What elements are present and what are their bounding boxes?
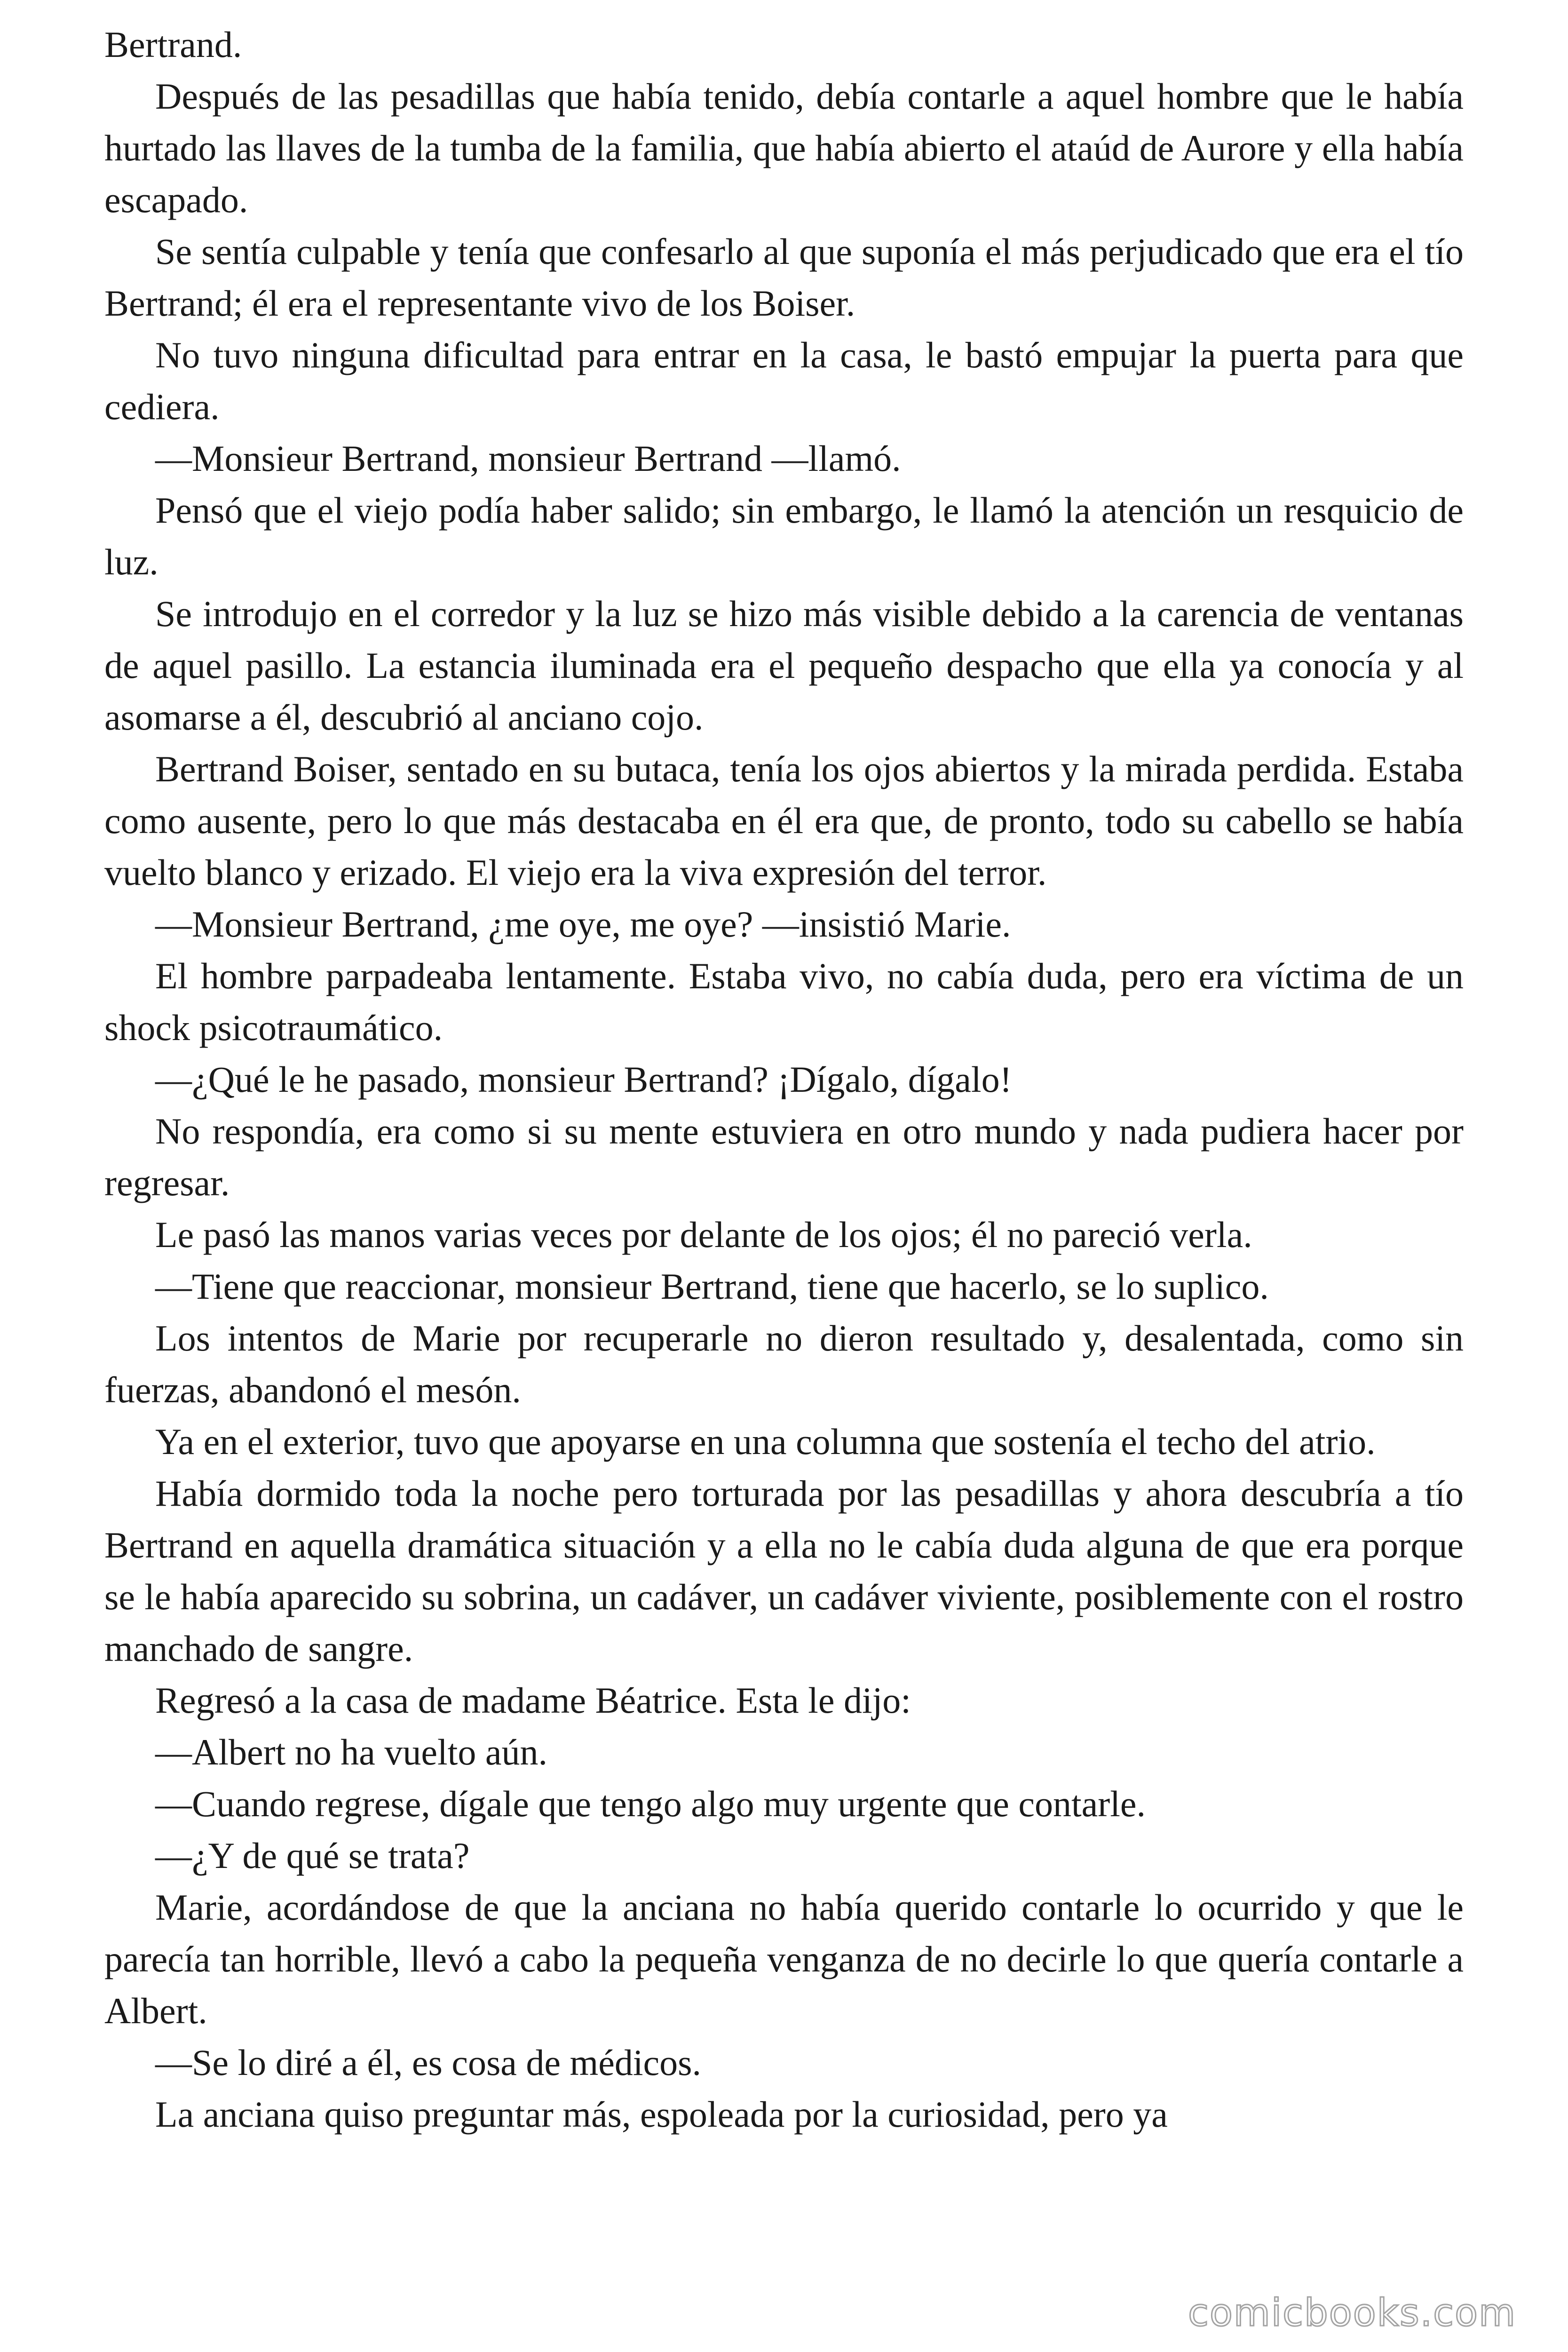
dialogue-line: —Se lo diré a él, es cosa de médicos. <box>155 2042 701 2083</box>
watermark-logo: comicbooks.com <box>1188 2291 1516 2335</box>
paragraph-continuation: Bertrand. <box>104 24 242 65</box>
paragraph: Le pasó las manos varias veces por delante de los ojos; él no pareció verla. <box>155 1214 1252 1255</box>
paragraph: El hombre parpadeaba lentamente. Estaba vivo, no cabía duda, pero era víctima de un shock psicotraumático. <box>104 955 1464 1048</box>
dialogue-line: —Monsieur Bertrand, ¿me oye, me oye? —insistió Marie. <box>155 904 1011 945</box>
paragraph: Regresó a la casa de madame Béatrice. Esta le dijo: <box>155 1680 911 1721</box>
paragraph: No respondía, era como si su mente estuviera en otro mundo y nada pudiera hacer por regresar. <box>104 1111 1464 1203</box>
paragraph: Pensó que el viejo podía haber salido; sin embargo, le llamó la atención un resquicio de luz. <box>104 490 1464 582</box>
dialogue-line: —Monsieur Bertrand, monsieur Bertrand —llamó. <box>155 438 901 479</box>
paragraph: Los intentos de Marie por recuperarle no dieron resultado y, desalentada, como sin fuerzas, abandonó el mesón. <box>104 1318 1464 1410</box>
dialogue-line: —Albert no ha vuelto aún. <box>155 1732 547 1772</box>
dialogue-line: —¿Y de qué se trata? <box>155 1835 470 1876</box>
dialogue-line: —Cuando regrese, dígale que tengo algo muy urgente que contarle. <box>155 1783 1146 1824</box>
paragraph-final: La anciana quiso preguntar más, espoleada por la curiosidad, pero ya <box>155 2094 1168 2135</box>
paragraph: Se sentía culpable y tenía que confesarlo al que suponía el más perjudicado que era el tío Bertrand; él era el representante vivo de los Boiser. <box>104 231 1464 324</box>
paragraph: Marie, acordándose de que la anciana no había querido contarle lo ocurrido y que le parecía tan horrible, llevó a cabo la pequeña venganza de no decirle lo que quería contarle a Albert. <box>104 1887 1464 2031</box>
text-body <box>104 19 1464 2140</box>
paragraph: Se introdujo en el corredor y la luz se hizo más visible debido a la carencia de ventanas de aquel pasillo. La estancia iluminada era el pequeño despacho que ella ya conocía y al asomarse a él, descubrió al anciano cojo. <box>104 593 1464 738</box>
paragraph: Ya en el exterior, tuvo que apoyarse en una columna que sostenía el techo del atrio. <box>155 1421 1376 1462</box>
paragraph: Después de las pesadillas que había tenido, debía contarle a aquel hombre que le había hurtado las llaves de la tumba de la familia, que había abierto el ataúd de Aurore y ella había escapado. <box>104 76 1464 220</box>
paragraph: No tuvo ninguna dificultad para entrar en la casa, le bastó empujar la puerta para que cediera. <box>104 334 1464 427</box>
dialogue-line: —¿Qué le he pasado, monsieur Bertrand? ¡Dígalo, dígalo! <box>155 1059 1012 1100</box>
dialogue-line: —Tiene que reaccionar, monsieur Bertrand, tiene que hacerlo, se lo suplico. <box>155 1266 1269 1307</box>
paragraph: Bertrand Boiser, sentado en su butaca, tenía los ojos abiertos y la mirada perdida. Estaba como ausente, pero lo que más destacaba en él era que, de pronto, todo su cabello se había vuelto blanco y erizado. El viejo era la viva expresión del terror. <box>104 748 1464 893</box>
paragraph: Había dormido toda la noche pero torturada por las pesadillas y ahora descubría a tío Bertrand en aquella dramática situación y a ella no le cabía duda alguna de que era porque se le había aparecido su sobrina, un cadáver, un cadáver viviente, posiblemente con el rostro manchado de sangre. <box>104 1473 1464 1669</box>
